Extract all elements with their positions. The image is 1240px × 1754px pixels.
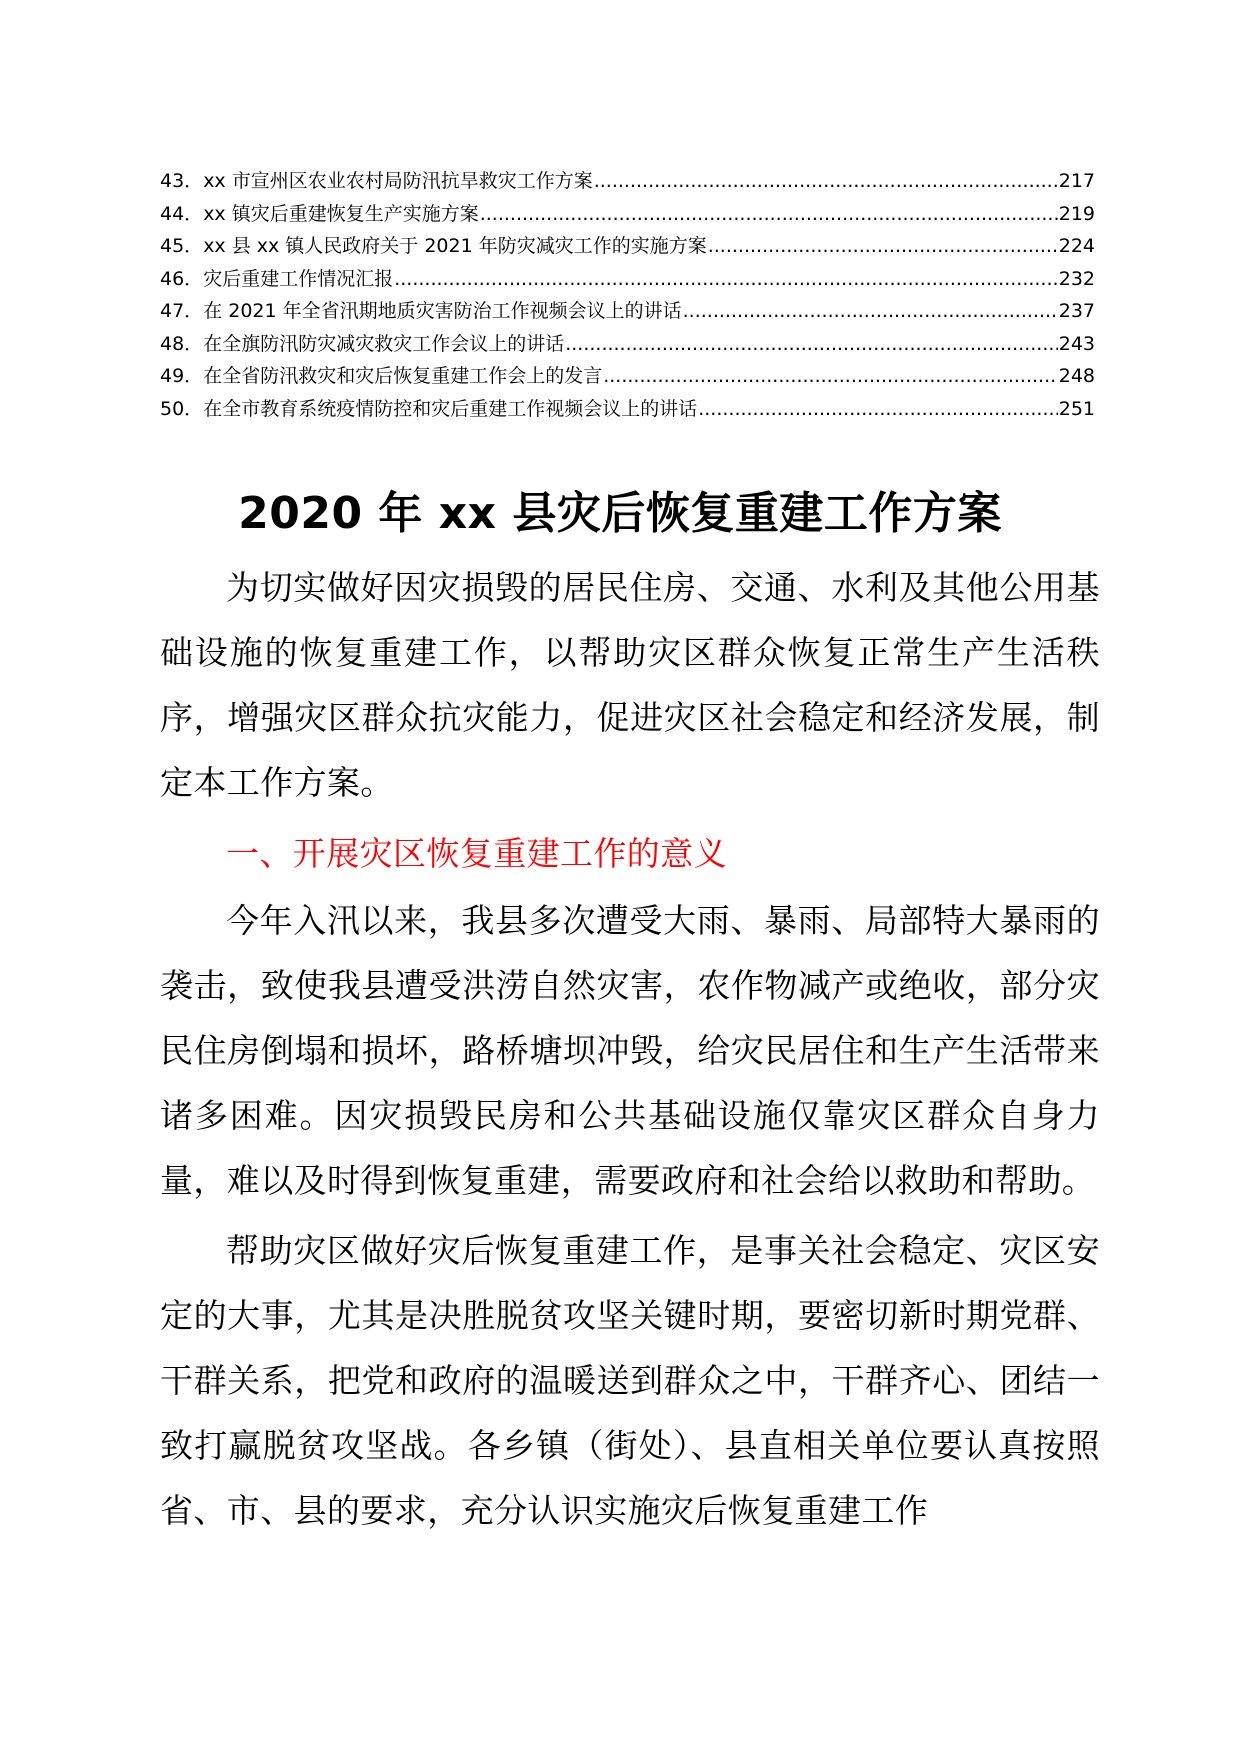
toc-entry-number: 47． [160,300,204,322]
toc-entry-page: 243 [1058,332,1095,355]
toc-entry-page: 217 [1058,170,1095,192]
body-paragraph: 帮助灾区做好灾后恢复重建工作，是事关社会稳定、灾区安定的大事，尤其是决胜脱贫攻坚关键时期，要密切新时期党群、干群关系，把党和政府的温暖送到群众之中，干群齐心、团结一致打赢脱贫攻坚战。各乡镇（街处）、县直相关单位要认真按照省、市、县的要求，充分认识实施灾后恢复重建工作 [160,1231,1100,1530]
document-body [160,555,1100,1548]
toc-entry-title: 在 2021 年全省汛期地质灾害防治工作视频会议上的讲话 [203,300,682,322]
toc-entry-number: 43． [160,170,204,192]
toc-entry[interactable] [160,230,1095,263]
toc-entry[interactable] [160,295,1095,328]
toc-leader-dots [594,165,1058,198]
toc-entry-title: xx 镇灾后重建恢复生产实施方案 [203,202,479,225]
toc-entry-number: 44． [160,202,204,225]
toc-entry[interactable] [160,393,1095,426]
toc-entry-page: 248 [1058,365,1095,387]
toc-entry[interactable] [160,165,1095,198]
section-heading: 一、开展灾区恢复重建工作的意义 [226,834,727,873]
toc-entry-page: 224 [1058,235,1095,257]
toc-leader-dots [683,295,1058,328]
toc-entry-title: 在全省防汛救灾和灾后恢复重建工作会上的发言 [203,365,603,387]
toc-leader-dots [394,263,1058,296]
toc-entry-page: 237 [1058,300,1095,322]
intro-paragraph: 为切实做好因灾损毁的居民住房、交通、水利及其他公用基础设施的恢复重建工作，以帮助灾区群众恢复正常生产生活秩序，增强灾区群众抗灾能力，促进灾区社会稳定和经济发展，制定本工作方案。 [160,568,1100,802]
toc-leader-dots [698,393,1058,426]
toc-entry-page: 232 [1058,267,1095,290]
toc-entry-title: 灾后重建工作情况汇报 [203,267,394,290]
table-of-contents [160,165,1095,425]
toc-entry-title: 在全旗防汛防灾减灾救灾工作会议上的讲话 [203,332,565,355]
toc-entry-number: 45． [160,235,204,257]
body-paragraph: 今年入汛以来，我县多次遭受大雨、暴雨、局部特大暴雨的袭击，致使我县遭受洪涝自然灾害，农作物减产或绝收，部分灾民住房倒塌和损坏，路桥塘坝冲毁，给灾民居住和生产生活带来诸多困难。因灾损毁民房和公共基础设施仅靠灾区群众自身力量，难以及时得到恢复重建，需要政府和社会给以救助和帮助。 [160,901,1100,1200]
toc-entry-number: 48． [160,332,204,355]
toc-entry-title: xx 市宣州区农业农村局防汛抗旱救灾工作方案 [203,170,593,192]
toc-leader-dots [565,328,1058,361]
toc-entry-page: 251 [1058,397,1095,420]
toc-entry-number: 46． [160,267,204,290]
toc-entry[interactable] [160,328,1095,361]
document-title: 2020 年 xx 县灾后恢复重建工作方案 [238,488,1002,540]
toc-entry-number: 50． [160,397,204,420]
toc-entry-title: 在全市教育系统疫情防控和灾后重建工作视频会议上的讲话 [203,397,698,420]
toc-entry[interactable] [160,360,1095,393]
toc-leader-dots [603,360,1058,393]
toc-entry-page: 219 [1058,202,1095,225]
toc-leader-dots [708,230,1058,263]
toc-entry-title: xx 县 xx 镇人民政府关于 2021 年防灾减灾工作的实施方案 [203,235,707,257]
toc-entry[interactable] [160,263,1095,296]
toc-entry[interactable] [160,198,1095,231]
toc-entry-number: 49． [160,365,204,387]
toc-leader-dots [480,198,1058,231]
